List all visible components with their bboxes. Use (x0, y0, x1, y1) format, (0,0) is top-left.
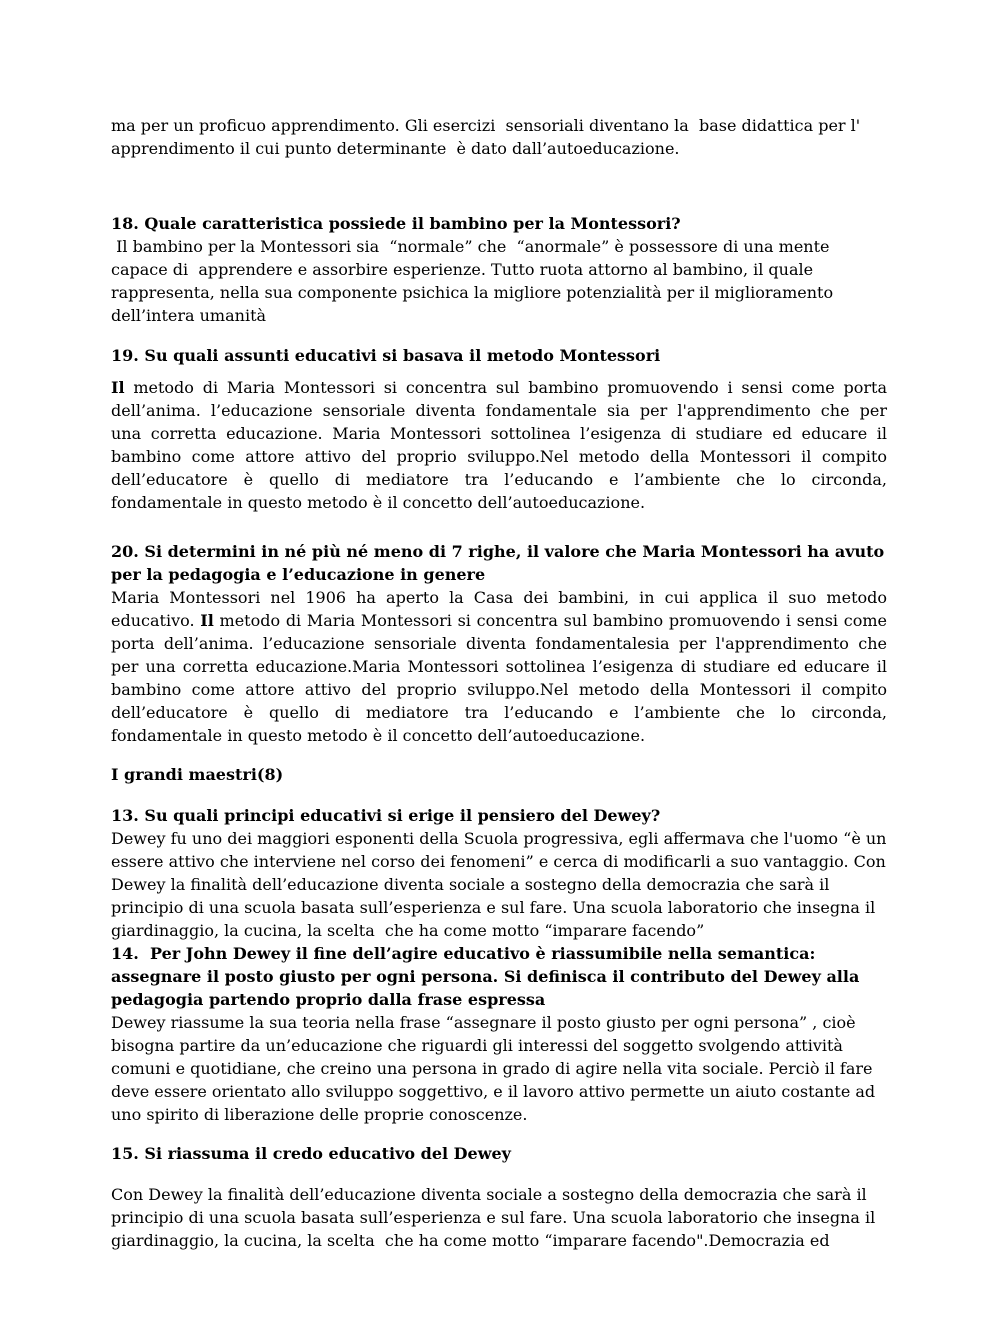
question-14-heading: pedagogia partendo proprio dalla frase espressa (111, 990, 546, 1009)
answer-line: Con Dewey la finalità dell’educazione diventa sociale a sostegno della democrazia che sarà il (111, 1185, 867, 1204)
answer-bold-word: Il (200, 611, 214, 630)
answer-text: metodo di Maria Montessori si concentra sul bambino promuovendo i sensi come porta (124, 378, 887, 397)
answer-line: deve essere orientato allo sviluppo soggettivo, e il lavoro attivo permette un aiuto costante ad (111, 1082, 876, 1101)
answer-text: metodo di Maria Montessori si concentra sul bambino promuovendo i sensi come (213, 611, 887, 630)
answer-line: bisogna partire da un’educazione che riguardi gli interessi del soggetto svolgendo attività (111, 1036, 843, 1055)
question-18 (111, 212, 833, 327)
answer-line: capace di apprendere e assorbire esperienze. Tutto ruota attorno al bambino, il quale (111, 260, 814, 279)
answer-line: Il bambino per la Montessori sia “normale” che “anormale” è possessore di una mente (111, 237, 830, 256)
answer-bold-word: Il (111, 378, 125, 397)
answer-line: rappresenta, nella sua componente psichica la migliore potenzialità per il miglioramento (111, 283, 834, 302)
section-title-block (111, 763, 283, 786)
question-15 (111, 1142, 875, 1252)
answer-line (111, 609, 887, 632)
question-15-heading: 15. Si riassuma il credo educativo del Dewey (111, 1144, 511, 1163)
question-14-heading: 14. Per John Dewey il fine dell’agire educativo è riassumibile nella semantica: (111, 944, 816, 963)
answer-line: bambino come attore attivo del proprio sviluppo.Nel metodo della Montessori il compito (111, 680, 887, 699)
answer-line: dell’anima. l’educazione sensoriale diventa fondamentale sia per l'apprendimento che per (111, 401, 887, 420)
question-19-heading: 19. Su quali assunti educativi si basava il metodo Montessori (111, 346, 661, 365)
answer-line: Dewey riassume la sua teoria nella frase “assegnare il posto giusto per ogni persona” , cioè (111, 1013, 856, 1032)
question-20-heading: per la pedagogia e l’educazione in genere (111, 565, 486, 584)
question-13-heading: 13. Su quali principi educativi si erige il pensiero del Dewey? (111, 806, 661, 825)
answer-line: dell’educatore è quello di mediatore tra l’educando e l’ambiente che lo circonda, (111, 703, 887, 722)
answer-line: principio di una scuola basata sull’esperienza e sul fare. Una scuola laboratorio che insegna il (111, 1208, 876, 1227)
answer-line: Dewey la finalità dell’educazione diventa sociale a sostegno della democrazia che sarà il (111, 875, 830, 894)
answer-line: porta dell’anima. l’educazione sensoriale diventa fondamentalesia per l'apprendimento che (111, 634, 887, 653)
question-20 (111, 540, 887, 747)
intro-line: apprendimento il cui punto determinante è dato dall’autoeducazione. (111, 139, 680, 158)
answer-line: una corretta educazione. Maria Montessori sottolinea l’esigenza di studiare ed educare il (111, 424, 887, 443)
intro-paragraph (111, 114, 860, 160)
question-14 (111, 942, 875, 1126)
answer-line: giardinaggio, la cucina, la scelta che ha come motto “imparare facendo” (111, 921, 705, 940)
answer-line: giardinaggio, la cucina, la scelta che ha come motto “imparare facendo".Democrazia ed (111, 1231, 830, 1250)
question-20-heading: 20. Si determini in né più né meno di 7 righe, il valore che Maria Montessori ha avuto (111, 542, 885, 561)
question-14-heading: assegnare il posto giusto per ogni persona. Si definisca il contributo del Dewey alla (111, 967, 860, 986)
question-18-heading: 18. Quale caratteristica possiede il bambino per la Montessori? (111, 214, 681, 233)
answer-line: bambino come attore attivo del proprio sviluppo.Nel metodo della Montessori il compito (111, 447, 887, 466)
answer-line (111, 376, 887, 399)
answer-text: educativo. (111, 611, 201, 630)
answer-line: dell’educatore è quello di mediatore tra l’educando e l’ambiente che lo circonda, (111, 470, 887, 489)
answer-line: dell’intera umanità (111, 306, 267, 325)
section-title: I grandi maestri(8) (111, 765, 284, 784)
answer-line: Maria Montessori nel 1906 ha aperto la Casa dei bambini, in cui applica il suo metodo (111, 588, 887, 607)
answer-line: comuni e quotidiane, che creino una persona in grado di agire nella vita sociale. Perciò il fare (111, 1059, 873, 1078)
answer-line: fondamentale in questo metodo è il concetto dell’autoeducazione. (111, 493, 646, 512)
question-19 (111, 344, 887, 514)
intro-line: ma per un proficuo apprendimento. Gli esercizi sensoriali diventano la base didattica per l' (111, 116, 861, 135)
answer-line: per una corretta educazione.Maria Montessori sottolinea l’esigenza di studiare ed educare il (111, 657, 887, 676)
answer-line: principio di una scuola basata sull’esperienza e sul fare. Una scuola laboratorio che insegna il (111, 898, 876, 917)
answer-line: uno spirito di liberazione delle proprie conoscenze. (111, 1105, 528, 1124)
answer-line: fondamentale in questo metodo è il concetto dell’autoeducazione. (111, 726, 646, 745)
answer-line: essere attivo che interviene nel corso dei fenomeni” e cerca di modificarli a suo vantaggio. Con (111, 852, 886, 871)
answer-line: Dewey fu uno dei maggiori esponenti della Scuola progressiva, egli affermava che l'uomo “è un (111, 829, 887, 848)
question-13 (111, 804, 886, 942)
